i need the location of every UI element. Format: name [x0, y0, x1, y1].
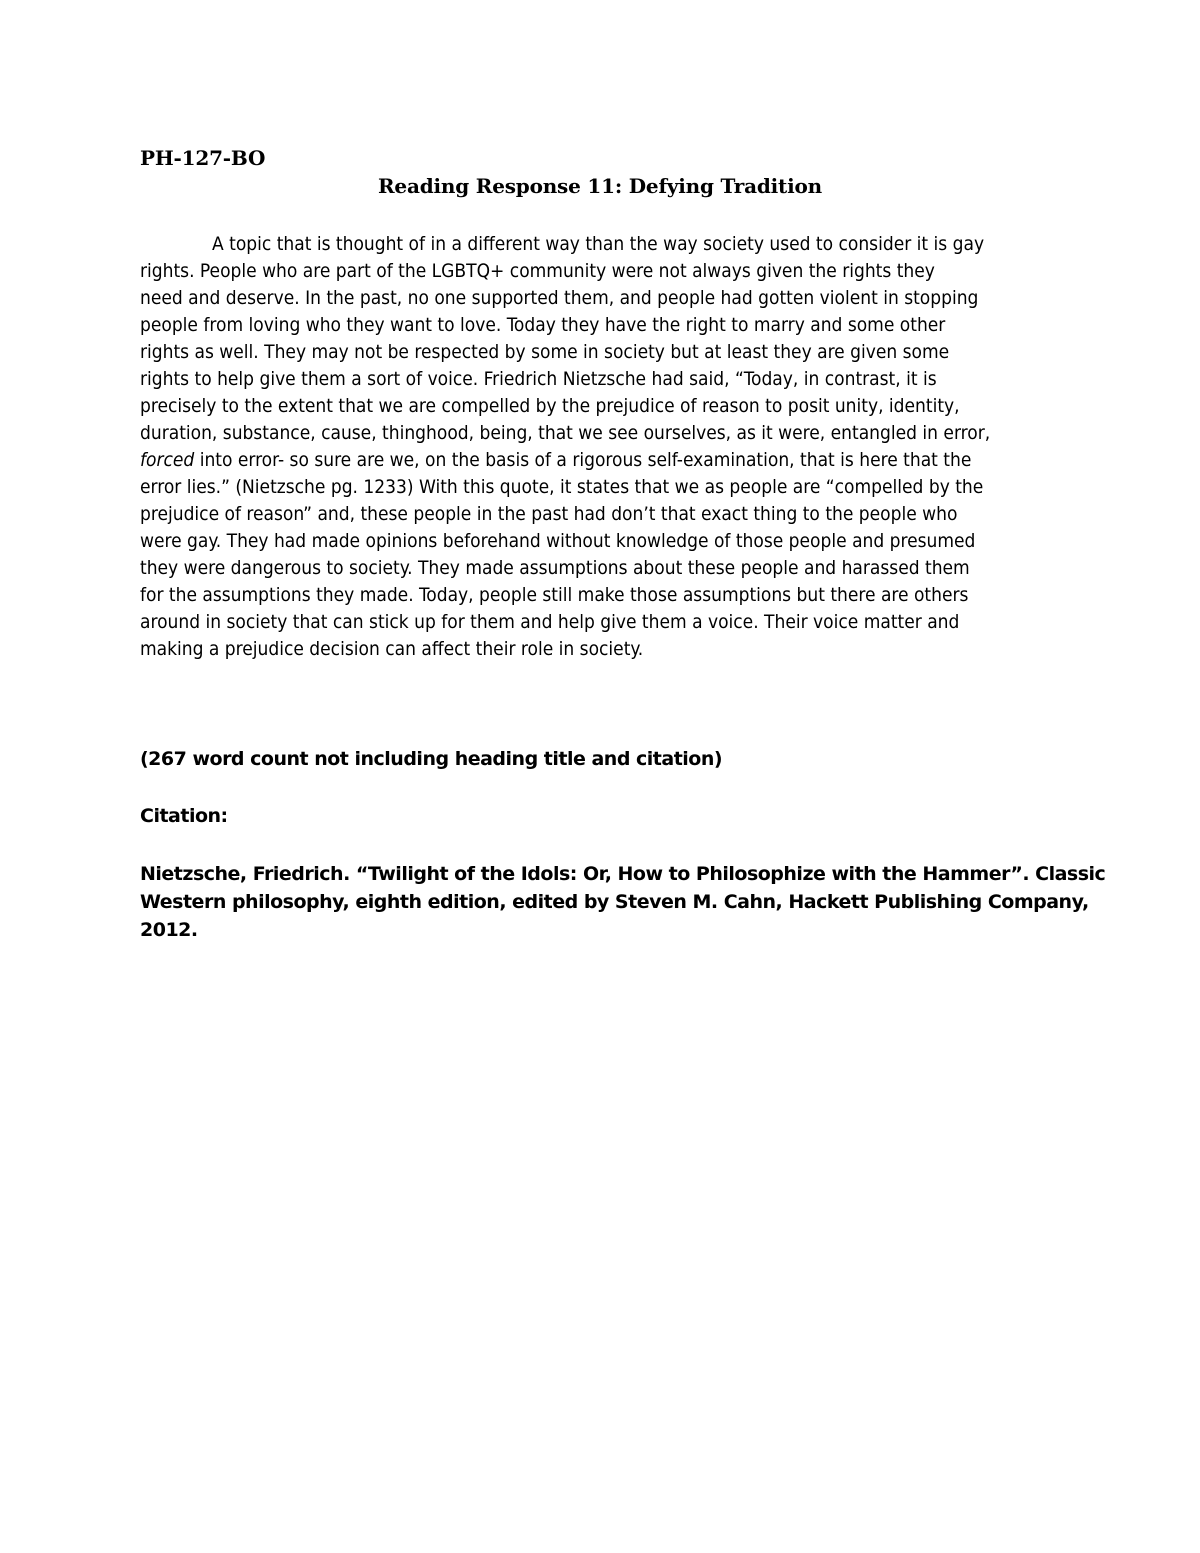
citation-line: Nietzsche, Friedrich. “Twilight of the Idols: Or, How to Philosophize with the Hammer”. Classic [140, 863, 1106, 885]
paragraph-line: prejudice of reason” and, these people in the past had don’t that exact thing to the people who [140, 503, 958, 525]
paragraph-line: making a prejudice decision can affect their role in society. [140, 638, 644, 660]
course-code: PH-127-BO [140, 146, 266, 170]
word-count-note: (267 word count not including heading title and citation) [140, 748, 723, 770]
citation-line: 2012. [140, 919, 198, 941]
paragraph-line: around in society that can stick up for them and help give them a voice. Their voice matter and [140, 611, 960, 633]
paragraph-line-emphasis [140, 447, 1070, 474]
response-paragraph [140, 231, 1070, 663]
paragraph-line: people from loving who they want to love. Today they have the right to marry and some other [140, 314, 946, 336]
paragraph-line-rest: into error- so sure are we, on the basis of a rigorous self-examination, that is here that the [194, 449, 972, 471]
citation-line: Western philosophy, eighth edition, edited by Steven M. Cahn, Hackett Publishing Company, [140, 891, 1089, 913]
document-title: Reading Response 11: Defying Tradition [378, 174, 822, 198]
paragraph-line: need and deserve. In the past, no one supported them, and people had gotten violent in stopping [140, 287, 979, 309]
emphasized-word: forced [140, 449, 195, 471]
citation-label: Citation: [140, 805, 228, 827]
paragraph-line: rights as well. They may not be respected by some in society but at least they are given some [140, 341, 950, 363]
paragraph-line: rights. People who are part of the LGBTQ+ community were not always given the rights they [140, 260, 935, 282]
paragraph-line: they were dangerous to society. They made assumptions about these people and harassed them [140, 557, 970, 579]
paragraph-line: precisely to the extent that we are compelled by the prejudice of reason to posit unity, identity, [140, 395, 960, 417]
paragraph-line: duration, substance, cause, thinghood, being, that we see ourselves, as it were, entangled in error, [140, 422, 991, 444]
paragraph-line: rights to help give them a sort of voice. Friedrich Nietzsche had said, “Today, in contrast, it is [140, 368, 937, 390]
paragraph-line: were gay. They had made opinions beforehand without knowledge of those people and presumed [140, 530, 976, 552]
paragraph-line: for the assumptions they made. Today, people still make those assumptions but there are others [140, 584, 969, 606]
citation-text [140, 860, 1106, 944]
paragraph-line: A topic that is thought of in a different way than the way society used to consider it is gay [212, 233, 985, 255]
paragraph-line: error lies.” (Nietzsche pg. 1233) With this quote, it states that we as people are “compelled by the [140, 476, 984, 498]
